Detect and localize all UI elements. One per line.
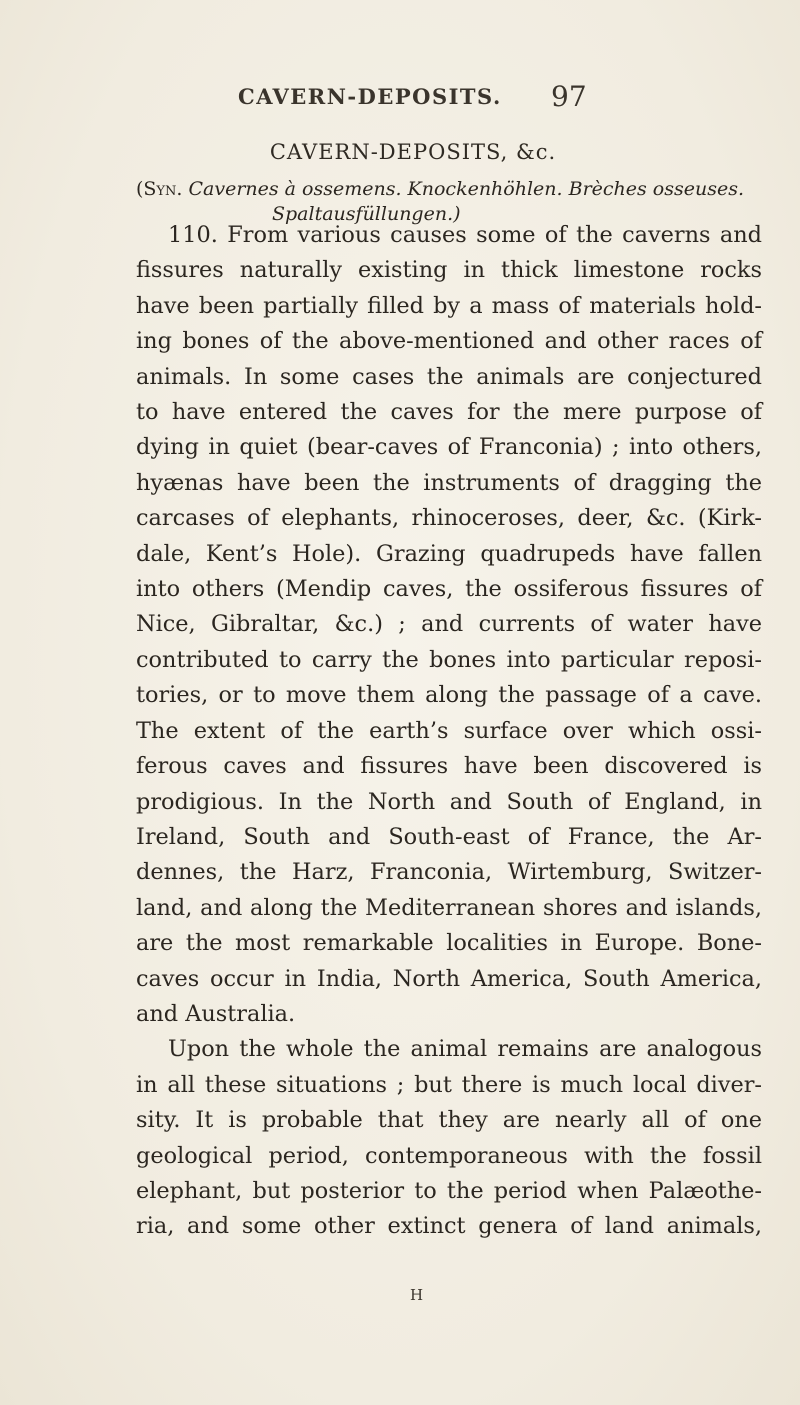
text-line: elephant, but posterior to the period when Palæothe- [136, 1177, 762, 1204]
text-line: caves occur in India, North America, South America, [136, 965, 762, 992]
text-line: dale, Kent’s Hole). Grazing quadrupeds have fallen [136, 540, 762, 567]
text-line: animals. In some cases the animals are conjectured [136, 363, 762, 390]
signature-mark: H [409, 1286, 425, 1304]
text-line: into others (Mendip caves, the ossiferous fissures of [136, 576, 762, 603]
text-line: prodigious. In the North and South of England, in [136, 788, 762, 815]
running-head [0, 80, 800, 114]
text-line: are the most remarkable localities in Europe. Bone- [136, 930, 762, 957]
section-heading: CAVERN-DEPOSITS, &c. [269, 140, 557, 164]
text-line: sity. It is probable that they are nearly all of one [136, 1107, 762, 1134]
text-line: have been partially filled by a mass of materials hold- [136, 292, 762, 319]
text-line: Nice, Gibraltar, &c.) ; and currents of water have [136, 611, 762, 638]
text-line: contributed to carry the bones into particular reposi- [136, 646, 762, 673]
text-line: in all these situations ; but there is much local diver- [136, 1071, 762, 1098]
text-line: ria, and some other extinct genera of land animals, [136, 1213, 762, 1240]
text-line: ing bones of the above-mentioned and other races of [136, 328, 762, 355]
text-line: ferous caves and fissures have been discovered is [136, 753, 762, 780]
page-number: 97 [551, 80, 587, 113]
synonyms-label: (Syn. [136, 178, 183, 200]
text-line: Upon the whole the animal remains are analogous [168, 1036, 762, 1063]
text-line: 110. From various causes some of the caverns and [168, 222, 762, 248]
text-line: land, and along the Mediterranean shores and islands, [136, 894, 762, 921]
text-line: tories, or to move them along the passage of a cave. [136, 682, 762, 709]
text-line: dying in quiet (bear-caves of Franconia) ; into others, [136, 434, 762, 461]
body-text [136, 218, 762, 1245]
text-line: dennes, the Harz, Franconia, Wirtemburg, Switzer- [136, 859, 762, 886]
text-line: hyænas have been the instruments of dragging the [136, 469, 762, 496]
text-line: carcases of elephants, rhinoceroses, deer, &c. (Kirk- [136, 505, 762, 532]
text-line: and Australia. [136, 1000, 296, 1027]
text-line: Ireland, South and South-east of France, the Ar- [136, 823, 762, 850]
text-line: The extent of the earth’s surface over which ossi- [136, 717, 762, 744]
synonyms-terms-line1: Cavernes à ossemens. Knockenhöhlen. Brèches osseuses. [182, 178, 745, 200]
synonyms-terms-line2: Spaltausfüllungen.) [272, 203, 461, 225]
running-title: CAVERN-DEPOSITS. [238, 84, 502, 109]
text-line: geological period, contemporaneous with the fossil [136, 1142, 762, 1169]
text-line: fissures naturally existing in thick limestone rocks [136, 257, 762, 284]
text-line: to have entered the caves for the mere purpose of [136, 399, 762, 426]
